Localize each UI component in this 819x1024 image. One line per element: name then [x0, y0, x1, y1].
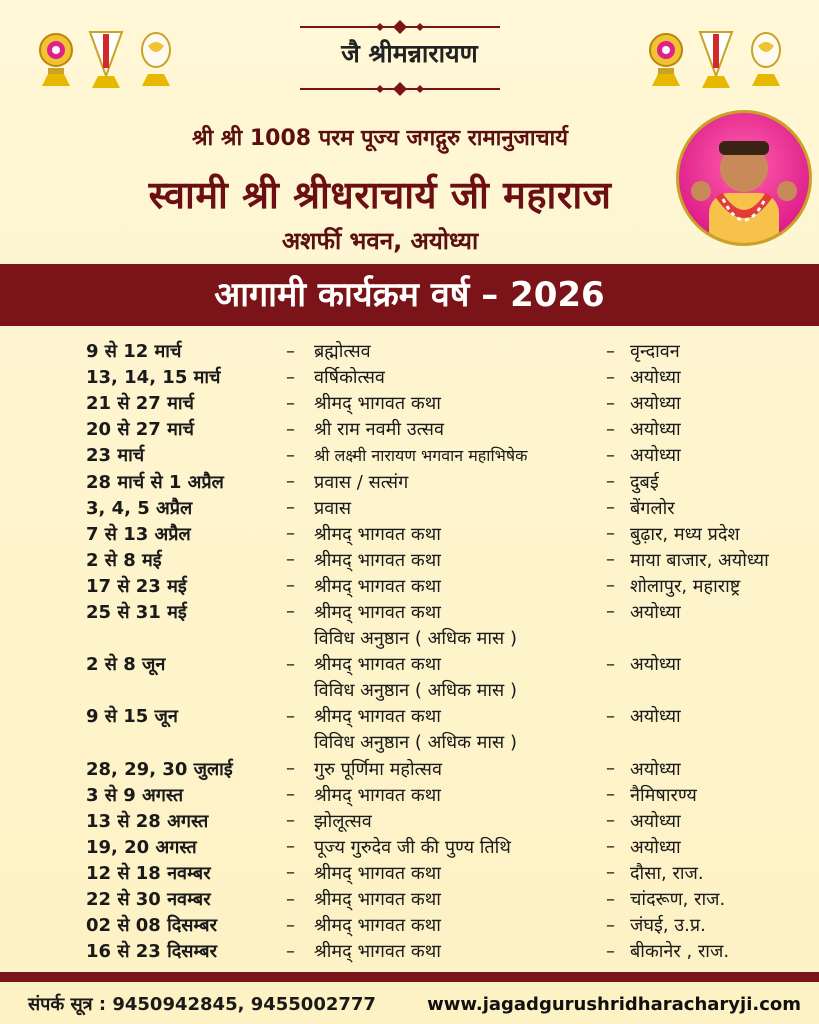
location: अशर्फी भवन, अयोध्या [281, 227, 479, 255]
row-dash: – [286, 366, 295, 388]
main-title: स्वामी श्री श्रीधराचार्य जी महाराज [148, 173, 612, 217]
row-dash: – [286, 497, 295, 519]
row-dash: – [606, 810, 615, 832]
row-event: विविध अनुष्ठान ( अधिक मास ) [314, 680, 517, 702]
schedule-row [86, 860, 796, 886]
emblems-right [644, 28, 788, 94]
row-dash: – [606, 758, 615, 780]
row-dash: – [286, 888, 295, 910]
row-date: 9 से 15 जून [86, 706, 178, 728]
schedule-row [86, 442, 796, 468]
schedule-row [86, 938, 796, 964]
chakra-emblem-icon [34, 28, 78, 94]
schedule-list [86, 338, 796, 964]
row-place: अयोध्या [630, 810, 681, 832]
row-date: 25 से 31 मई [86, 601, 187, 623]
row-event: पूज्य गुरुदेव जी की पुण्य तिथि [314, 836, 511, 858]
schedule-row [86, 782, 796, 808]
row-dash: – [286, 784, 295, 806]
schedule-row [86, 886, 796, 912]
row-dash: – [286, 705, 295, 727]
row-place: अयोध्या [630, 393, 681, 415]
row-dash: – [286, 575, 295, 597]
row-dash: – [606, 418, 615, 440]
row-event: श्री लक्ष्मी नारायण भगवान महाभिषेक [314, 446, 528, 466]
row-dash: – [286, 914, 295, 936]
row-dash: – [606, 601, 615, 623]
ornament-top [300, 20, 500, 34]
row-place: अयोध्या [630, 758, 681, 780]
schedule-row [86, 495, 796, 521]
row-date: 7 से 13 अप्रैल [86, 523, 191, 545]
row-dash: – [606, 784, 615, 806]
row-event: श्रीमद् भागवत कथा [314, 915, 441, 937]
emblems-left [34, 28, 178, 94]
row-date: 28, 29, 30 जुलाई [86, 758, 233, 780]
schedule-row [86, 338, 796, 364]
schedule-row [86, 468, 796, 494]
row-event: श्रीमद् भागवत कथा [314, 889, 441, 911]
row-event: श्री राम नवमी उत्सव [314, 419, 444, 441]
contact-numbers: 9450942845, 9455002777 [112, 994, 376, 1015]
row-event: श्रीमद् भागवत कथा [314, 393, 441, 415]
row-event: श्रीमद् भागवत कथा [314, 601, 441, 623]
contact-block [28, 992, 376, 1016]
row-date: 16 से 23 दिसम्बर [86, 941, 217, 963]
footer-divider [0, 972, 819, 982]
row-dash: – [606, 862, 615, 884]
row-dash: – [606, 888, 615, 910]
row-place: बुढ़ार, मध्य प्रदेश [630, 523, 740, 545]
row-place: जंघई, उ.प्र. [630, 915, 706, 937]
row-date: 17 से 23 मई [86, 575, 187, 597]
row-event: श्रीमद् भागवत कथा [314, 654, 441, 676]
row-dash: – [606, 497, 615, 519]
row-date: 20 से 27 मार्च [86, 419, 194, 441]
row-date: 22 से 30 नवम्बर [86, 889, 211, 911]
website-link[interactable]: www.jagadgurushridharacharyji.com [427, 993, 801, 1015]
shankha-emblem-icon [134, 28, 178, 94]
row-place: अयोध्या [630, 367, 681, 389]
schedule-row [86, 625, 796, 651]
schedule-row [86, 808, 796, 834]
schedule-row [86, 703, 796, 729]
row-place: शोलापुर, महाराष्ट्र [630, 575, 741, 597]
row-date: 19, 20 अगस्त [86, 836, 197, 858]
row-event: वर्षिकोत्सव [314, 367, 385, 389]
row-place: दुबई [630, 471, 659, 493]
ornament-bottom [300, 82, 500, 96]
row-dash: – [286, 601, 295, 623]
row-date: 9 से 12 मार्च [86, 341, 182, 363]
row-place: बीकानेर , राज. [630, 941, 730, 963]
row-date: 13 से 28 अगस्त [86, 810, 209, 832]
row-dash: – [606, 471, 615, 493]
row-place: अयोध्या [630, 419, 681, 441]
schedule-row [86, 651, 796, 677]
row-dash: – [606, 914, 615, 936]
row-dash: – [286, 810, 295, 832]
row-event: श्रीमद् भागवत कथा [314, 784, 441, 806]
row-dash: – [606, 392, 615, 414]
schedule-row [86, 390, 796, 416]
row-place: नैमिषारण्य [630, 784, 697, 806]
row-dash: – [286, 549, 295, 571]
row-dash: – [286, 836, 295, 858]
row-event: श्रीमद् भागवत कथा [314, 523, 441, 545]
tilak-emblem-icon [694, 28, 738, 94]
schedule-row [86, 573, 796, 599]
subtitle: श्री श्री 1008 परम पूज्य जगद्गुरु रामानुजाचार्य [191, 126, 569, 151]
row-date: 02 से 08 दिसम्बर [86, 915, 217, 937]
row-place: अयोध्या [630, 706, 681, 728]
row-dash: – [606, 549, 615, 571]
row-date: 3, 4, 5 अप्रैल [86, 497, 193, 519]
schedule-row [86, 729, 796, 755]
row-dash: – [606, 940, 615, 962]
contact-label: संपर्क सूत्र : [28, 994, 107, 1015]
row-place: बेंगलोर [630, 497, 675, 519]
banner-title: आगामी कार्यक्रम वर्ष – 2026 [0, 264, 819, 326]
schedule-row [86, 599, 796, 625]
row-event: श्रीमद् भागवत कथा [314, 549, 441, 571]
row-date: 28 मार्च से 1 अप्रैल [86, 471, 224, 493]
row-dash: – [286, 653, 295, 675]
row-event: झोलूत्सव [314, 810, 372, 832]
row-dash: – [606, 575, 615, 597]
row-dash: – [606, 444, 615, 466]
row-event: प्रवास / सत्संग [314, 471, 409, 493]
row-event: श्रीमद् भागवत कथा [314, 575, 441, 597]
schedule-row [86, 677, 796, 703]
row-event: ब्रह्मोत्सव [314, 341, 371, 363]
row-place: अयोध्या [630, 445, 681, 467]
top-title: जै श्रीमन्नारायण [341, 39, 478, 68]
row-dash: – [286, 444, 295, 466]
schedule-row [86, 547, 796, 573]
row-date: 3 से 9 अगस्त [86, 784, 184, 806]
row-place: माया बाजार, अयोध्या [630, 549, 769, 571]
row-event: प्रवास [314, 497, 352, 519]
row-dash: – [606, 523, 615, 545]
chakra-emblem-icon [644, 28, 688, 94]
portrait-figure-icon [679, 113, 809, 243]
schedule-row [86, 912, 796, 938]
portrait-image [676, 110, 812, 246]
row-event: गुरु पूर्णिमा महोत्सव [314, 758, 442, 780]
row-dash: – [286, 340, 295, 362]
row-place: अयोध्या [630, 601, 681, 623]
row-dash: – [286, 758, 295, 780]
footer [0, 984, 819, 1024]
row-dash: – [606, 705, 615, 727]
row-date: 12 से 18 नवम्बर [86, 862, 211, 884]
row-date: 2 से 8 जून [86, 654, 166, 676]
row-event: श्रीमद् भागवत कथा [314, 706, 441, 728]
schedule-row [86, 756, 796, 782]
row-dash: – [286, 418, 295, 440]
row-date: 21 से 27 मार्च [86, 393, 194, 415]
row-dash: – [606, 340, 615, 362]
schedule-row [86, 416, 796, 442]
row-place: अयोध्या [630, 836, 681, 858]
shankha-emblem-icon [744, 28, 788, 94]
schedule-row [86, 834, 796, 860]
row-dash: – [286, 392, 295, 414]
row-dash: – [606, 366, 615, 388]
row-place: दौसा, राज. [630, 862, 704, 884]
row-dash: – [286, 471, 295, 493]
row-dash: – [286, 862, 295, 884]
tilak-emblem-icon [84, 28, 128, 94]
row-event: विविध अनुष्ठान ( अधिक मास ) [314, 628, 517, 650]
row-dash: – [606, 836, 615, 858]
row-event: विविध अनुष्ठान ( अधिक मास ) [314, 732, 517, 754]
row-dash: – [286, 940, 295, 962]
schedule-row [86, 521, 796, 547]
row-date: 13, 14, 15 मार्च [86, 367, 221, 389]
row-dash: – [606, 653, 615, 675]
row-dash: – [286, 523, 295, 545]
row-event: श्रीमद् भागवत कथा [314, 941, 441, 963]
row-place: चांदरूण, राज. [630, 889, 726, 911]
schedule-row [86, 364, 796, 390]
row-place: अयोध्या [630, 654, 681, 676]
row-date: 23 मार्च [86, 445, 145, 467]
row-place: वृन्दावन [630, 341, 680, 363]
row-event: श्रीमद् भागवत कथा [314, 862, 441, 884]
row-date: 2 से 8 मई [86, 549, 162, 571]
